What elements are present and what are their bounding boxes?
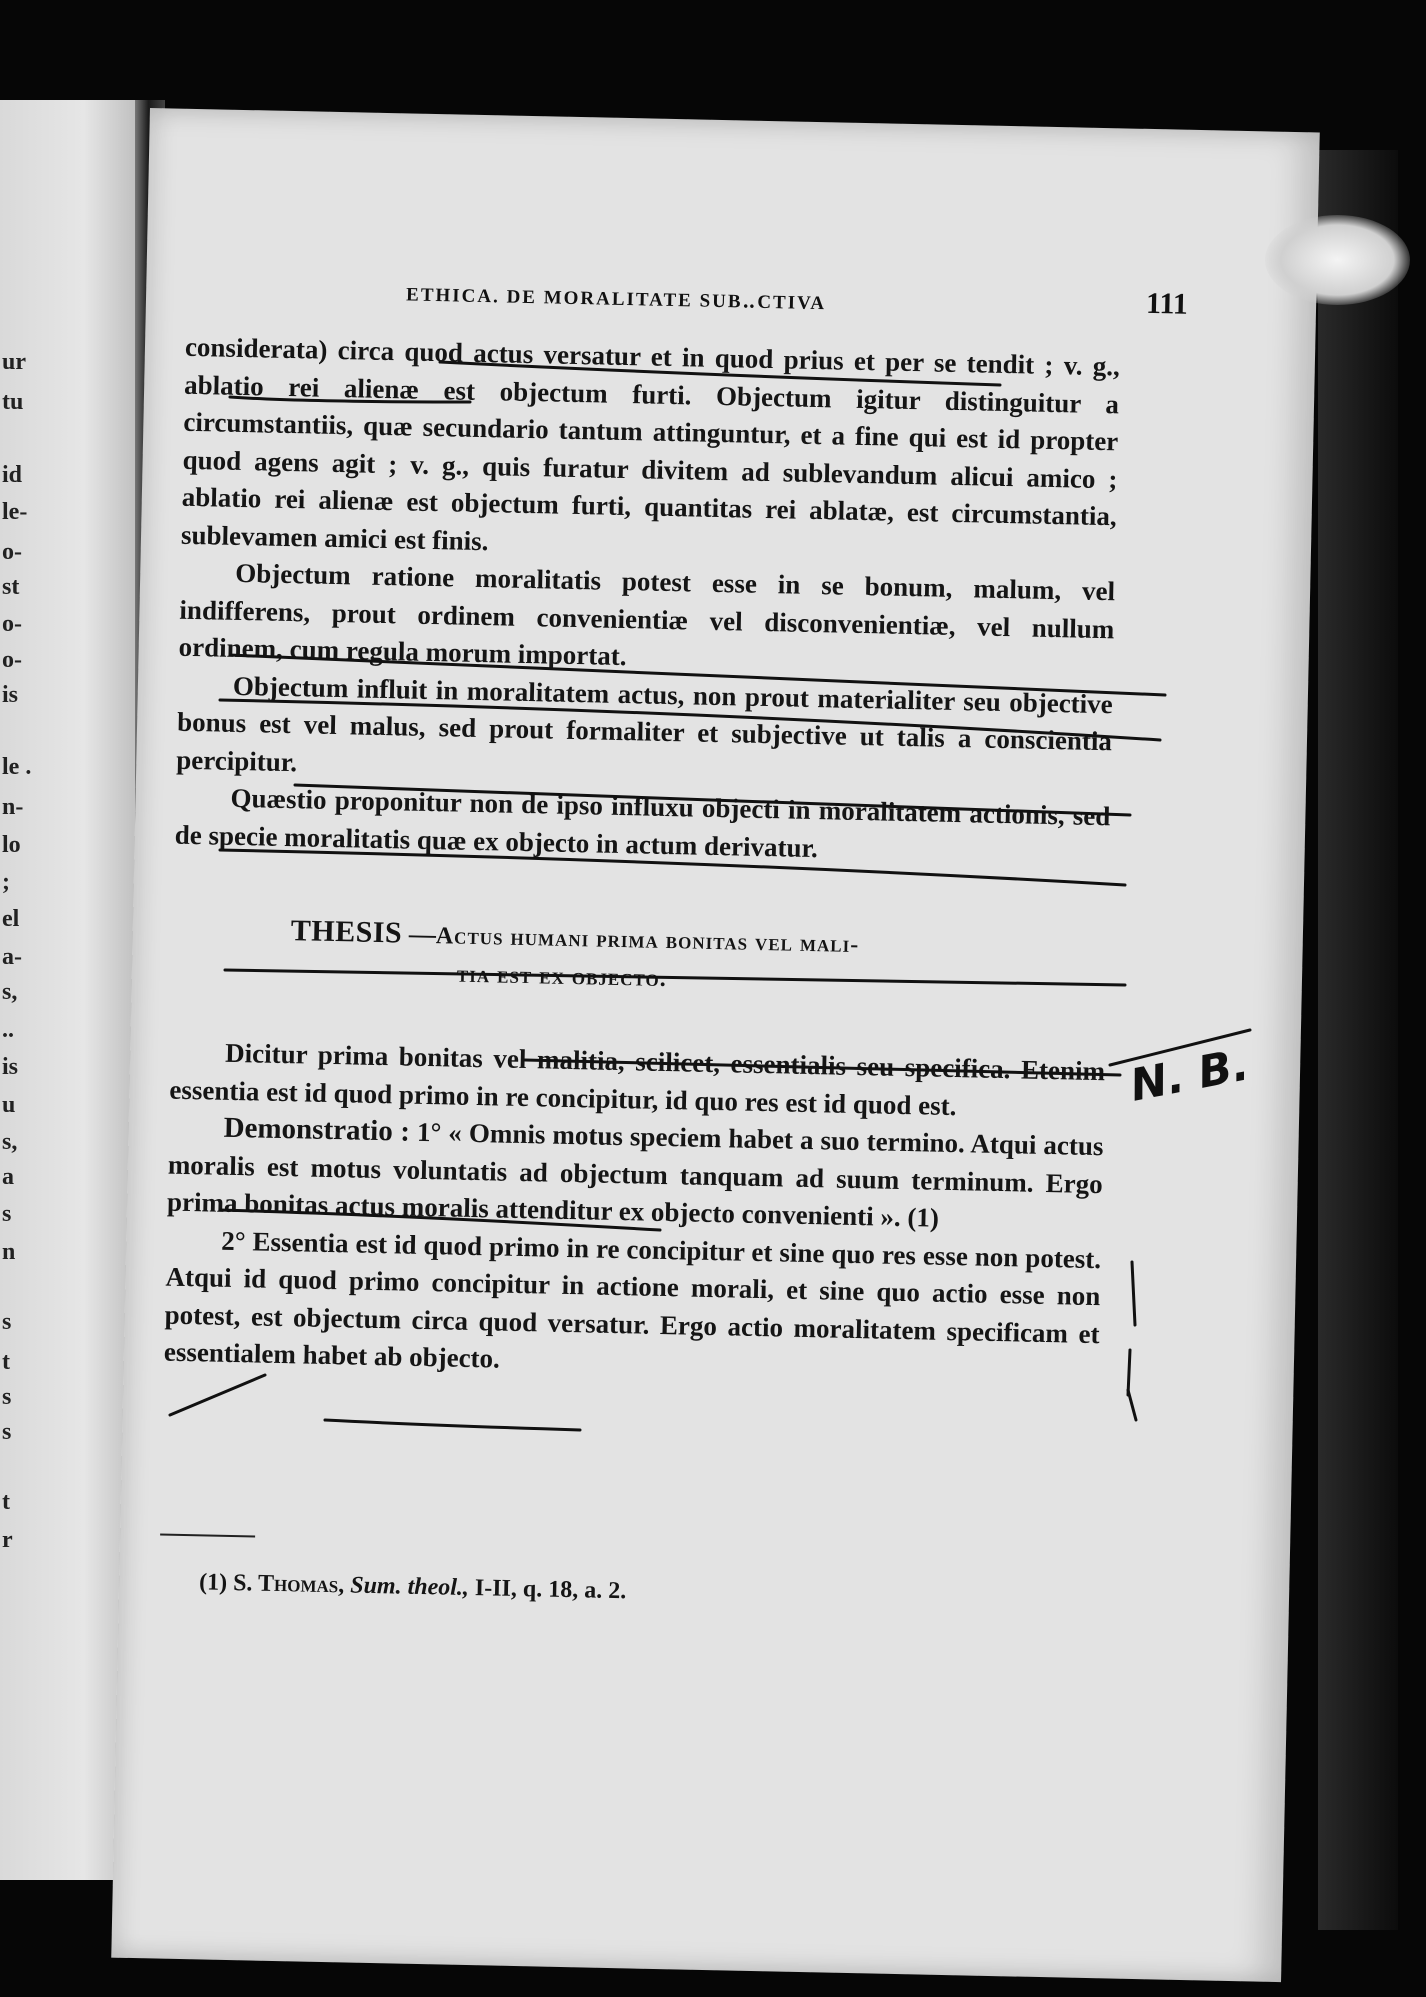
left-page-fragment: t — [2, 1489, 10, 1515]
left-page-fragment: el — [2, 906, 20, 932]
left-page-fragment: id — [2, 462, 23, 488]
left-page-fragment: o- — [2, 647, 22, 673]
thesis-heading — [172, 910, 1108, 1008]
paragraph-demonstratio-1 — [167, 1109, 1104, 1241]
book-page — [111, 108, 1319, 1982]
paragraph-prima-bonitas: Dicitur prima bonitas vel malitia, scilicet, essentialis seu specifica. Etenim essentia est id quod primo in re concipitur, id quo res est id quod est. — [169, 1037, 1106, 1121]
left-page-fragment: ; — [2, 869, 10, 895]
left-page-fragment: o- — [2, 611, 22, 637]
thesis-statement-line1: Actus humani prima bonitas vel mali- — [435, 923, 860, 959]
left-page-fragment: le . — [2, 754, 32, 780]
left-page-fragment: s — [2, 1419, 12, 1445]
left-page-fragment: s, — [2, 979, 18, 1005]
left-page-fragment: st — [2, 574, 20, 600]
footnote-author: S. Thomas, — [232, 1570, 345, 1599]
paragraph-question: Quæstio proponitur non de ipso influxu objecti in moralitatem actionis, sed de specie moralitatis quæ ex objecto in actum derivatur. — [174, 782, 1111, 863]
left-page-fragment: s — [2, 1201, 12, 1227]
paragraph-demonstratio-2: 2° Essentia est id quod primo in re concipitur et sine quo res esse non potest. Atqui id quod primo concipitur in actione morali, et sine quo actio esse non potest, est objectum circa quod versatur. Ergo actio moralitatem specificam et essentialem habet ab objecto. — [163, 1225, 1102, 1374]
left-page-fragment: tu — [2, 389, 24, 415]
demonstratio-first-proof: 1° « Omnis motus speciem habet a suo termino. Atqui actus moralis est motus voluntatis ad objectum tanquam ad suum terminum. Ergo prima bonitas actus moralis attenditur ex objecto convenienti ». (1) — [166, 1116, 1104, 1233]
paragraph-object-influence: Objectum influit in moralitatem actus, non prout materialiter seu objective bonus est vel malus, sed prout formaliter et subjective ut talis a conscientia percipitur. — [176, 670, 1114, 777]
left-page-fragment: o- — [2, 539, 22, 565]
left-page-fragment: .. — [2, 1017, 14, 1043]
left-page-fragment: a- — [2, 944, 22, 970]
footnote-reference: I-II, q. 18, a. 2. — [474, 1575, 627, 1605]
left-page-fragment: s, — [2, 1129, 18, 1155]
footnote — [199, 1569, 627, 1605]
left-page-fragment: is — [2, 1054, 19, 1080]
left-page-fragment: lo — [2, 832, 21, 858]
left-page-fragment: u — [2, 1092, 16, 1118]
left-page-fragment: n — [2, 1239, 16, 1265]
page-number: 111 — [1145, 286, 1189, 321]
left-page-fragment: r — [2, 1527, 13, 1553]
handwritten-nb-note: N. B. — [1126, 1039, 1253, 1112]
footnote-number: (1) — [198, 1569, 228, 1596]
left-page-fragment: is — [2, 682, 19, 708]
running-head: ETHICA. DE MORALITATE SUB‥CTIVA — [405, 284, 827, 315]
left-page-fragment: le- — [2, 499, 28, 525]
footnote-rule — [160, 1534, 255, 1538]
left-page-fragment: s — [2, 1309, 12, 1335]
paragraph-object-definition: considerata) circa quod actus versatur et in quod prius et per se tendit ; v. g., ablatio rei alienæ est objectum furti. Objectum igitur distinguitur a circumstantiis, quæ secundario tantum attinguntur, et a fine qui est id propter quod agens agit ; v. g., quis furatur divitem ad sublevandum alicui amico ; ablatio rei alienæ est objectum furti, quantitas rei ablatæ, est circumstantia, sublevamen amici est finis. — [180, 331, 1121, 556]
left-page-fragment: n- — [2, 794, 24, 820]
left-page-fragment: s — [2, 1384, 12, 1410]
left-page-fragment: a — [2, 1164, 14, 1190]
page-body — [164, 329, 1121, 1391]
footnote-work: Sum. theol., — [349, 1572, 470, 1602]
left-page-fragment: ur — [2, 349, 26, 375]
thesis-dash: — — [401, 918, 437, 950]
left-page-fragment: t — [2, 1349, 10, 1375]
demonstratio-label: Demonstratio : — [223, 1111, 411, 1148]
page-stack-edge — [1318, 150, 1398, 1930]
thesis-statement-line2: tia est ex objecto. — [456, 961, 668, 992]
light-smudge — [1265, 215, 1410, 305]
paragraph-object-moral: Objectum ratione moralitatis potest esse in se bonum, malum, vel indifferens, prout ordinem convenientiæ vel disconvenientiæ, vel nullum ordinem, cum regula morum importat. — [178, 557, 1116, 672]
thesis-label: THESIS — [290, 914, 403, 950]
